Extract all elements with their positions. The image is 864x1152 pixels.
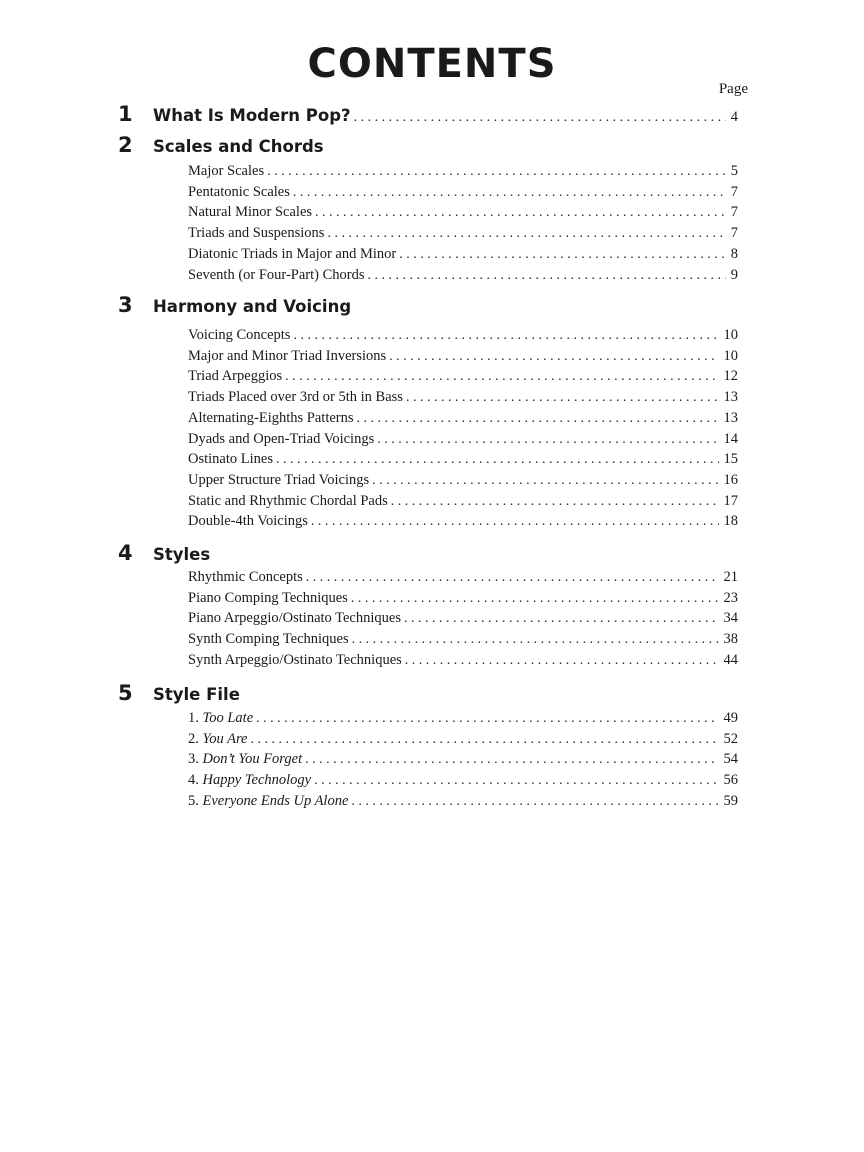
entry-page-number: 44 [723, 651, 738, 668]
entry-page-number: 12 [723, 368, 738, 385]
entry-label [188, 610, 401, 627]
entry-label [188, 710, 253, 727]
entry-page-number: 38 [723, 631, 738, 648]
chapter-number: 3 [118, 293, 133, 317]
toc-entry [188, 451, 738, 471]
chapter-title: What Is Modern Pop? [153, 106, 351, 125]
entry-label [188, 772, 311, 789]
toc-entry [188, 493, 738, 513]
entry-number: 3. [188, 751, 203, 768]
entry-label [188, 590, 348, 607]
toc-entry [188, 772, 738, 792]
dot-leader [256, 711, 718, 727]
entry-title: Piano Comping Techniques [188, 589, 348, 606]
toc-entry [188, 267, 738, 287]
entry-page-number: 54 [723, 751, 738, 768]
toc-entry [188, 327, 738, 347]
toc-entry [188, 569, 738, 589]
chapter-page-number: 4 [730, 109, 738, 125]
dot-leader [327, 226, 725, 242]
entry-title: Ostinato Lines [188, 451, 273, 468]
entry-number: 5. [188, 792, 203, 809]
toc-entry [188, 731, 738, 751]
entry-page-number: 16 [723, 471, 738, 488]
entry-page-number: 14 [723, 430, 738, 447]
entry-number: 4. [188, 772, 203, 789]
toc-entry [188, 710, 738, 730]
entry-page-number: 7 [730, 204, 738, 221]
entry-label [188, 267, 365, 284]
chapter-number: 4 [118, 541, 133, 565]
entry-title: Alternating-Eighths Patterns [188, 409, 354, 426]
entry-title: Voicing Concepts [188, 327, 291, 343]
dot-leader [389, 349, 718, 365]
entry-label [188, 410, 354, 427]
entry-title: Dyads and Open-Triad Voicings [188, 430, 375, 447]
toc-entry [188, 513, 738, 533]
toc-entry [188, 184, 738, 204]
entry-page-number: 17 [723, 492, 738, 509]
entry-page-number: 23 [723, 589, 738, 606]
entry-label [188, 513, 308, 530]
dot-leader [276, 452, 719, 468]
dot-leader [285, 369, 718, 385]
entry-title: Triads and Suspensions [188, 225, 325, 242]
entry-title: Piano Arpeggio/Ostinato Techniques [188, 610, 401, 627]
entry-label [188, 731, 248, 748]
dot-leader [354, 110, 726, 126]
entry-page-number: 13 [723, 389, 738, 406]
dot-leader [351, 591, 719, 607]
toc-entry [188, 652, 738, 672]
dot-leader [351, 794, 718, 810]
entry-label [188, 631, 349, 648]
dot-leader [372, 473, 718, 489]
entry-label [188, 348, 386, 365]
chapter-heading [118, 541, 742, 565]
entry-title: Too Late [202, 710, 254, 726]
entry-page-number: 18 [723, 513, 738, 530]
toc-entry [188, 204, 738, 224]
entry-page-number: 52 [723, 730, 738, 747]
entry-page-number: 13 [723, 409, 738, 426]
dot-leader [377, 432, 718, 448]
entry-page-number: 56 [723, 772, 738, 789]
entry-number: 1. [188, 710, 203, 726]
dot-leader [405, 653, 719, 669]
chapter-number: 1 [118, 102, 133, 126]
dot-leader [404, 611, 719, 627]
entry-title: Seventh (or Four-Part) Chords [188, 266, 365, 283]
chapter-number: 2 [118, 133, 133, 157]
dot-leader [267, 164, 726, 180]
toc-entry [188, 348, 738, 368]
entry-page-number: 5 [730, 163, 738, 179]
entry-label [188, 327, 290, 344]
entry-title: Diatonic Triads in Major and Minor [188, 245, 397, 262]
entry-label [188, 368, 282, 385]
dot-leader [352, 632, 719, 648]
entry-title: Major Scales [188, 163, 265, 179]
dot-leader [399, 247, 726, 263]
dot-leader [391, 494, 719, 510]
toc-entry [188, 163, 738, 183]
dot-leader [314, 773, 718, 789]
toc-entry [188, 389, 738, 409]
entry-label [188, 184, 290, 201]
chapter-heading [118, 133, 742, 157]
entry-label [188, 389, 403, 406]
dot-leader [315, 205, 726, 221]
entry-label [188, 431, 374, 448]
entry-page-number: 8 [730, 245, 738, 262]
toc-entry [188, 410, 738, 430]
page-title: CONTENTS [307, 41, 557, 87]
chapter-title: Style File [153, 685, 240, 704]
entry-title: Upper Structure Triad Voicings [188, 471, 370, 488]
entry-page-number: 49 [723, 710, 738, 726]
entry-title: Rhythmic Concepts [188, 569, 303, 585]
entry-title: Everyone Ends Up Alone [202, 792, 349, 809]
toc-entry [188, 793, 738, 813]
toc-entry [188, 368, 738, 388]
dot-leader [251, 732, 719, 748]
dot-leader [368, 268, 726, 284]
toc-entry [188, 225, 738, 245]
dot-leader [293, 185, 726, 201]
entry-title: You Are [202, 730, 248, 747]
toc-entry [188, 610, 738, 630]
toc-entry [188, 631, 738, 651]
dot-leader [293, 328, 718, 344]
entry-title: Synth Arpeggio/Ostinato Techniques [188, 651, 402, 668]
entry-title: Double-4th Voicings [188, 513, 308, 530]
toc-entry [188, 590, 738, 610]
entry-label [188, 751, 302, 768]
chapter-title: Scales and Chords [153, 137, 324, 156]
entry-title: Synth Comping Techniques [188, 631, 349, 648]
chapter-heading [118, 102, 738, 126]
entry-label [188, 472, 369, 489]
chapter-heading [118, 293, 742, 317]
toc-entry [188, 472, 738, 492]
entry-page-number: 21 [723, 569, 738, 585]
entry-title: Happy Technology [202, 772, 312, 789]
entry-page-number: 10 [723, 327, 738, 343]
toc-entry [188, 246, 738, 266]
dot-leader [406, 390, 719, 406]
entry-label [188, 225, 324, 242]
entry-label [188, 793, 348, 810]
entry-label [188, 204, 312, 221]
entry-label [188, 246, 396, 263]
chapter-title: Styles [153, 545, 211, 564]
entry-title: Static and Rhythmic Chordal Pads [188, 492, 388, 509]
entry-page-number: 15 [723, 451, 738, 468]
chapter-title: Harmony and Voicing [153, 297, 352, 316]
entry-label [188, 451, 273, 468]
entry-label [188, 652, 402, 669]
dot-leader [311, 514, 719, 530]
entry-page-number: 59 [723, 792, 738, 809]
entry-page-number: 10 [723, 347, 738, 364]
toc-entry [188, 431, 738, 451]
dot-leader [305, 752, 718, 768]
chapter-heading [118, 681, 742, 705]
entry-label [188, 569, 303, 586]
chapter-number: 5 [118, 681, 133, 705]
dot-leader [357, 411, 719, 427]
entry-title: Natural Minor Scales [188, 204, 313, 221]
entry-label [188, 493, 388, 510]
entry-label [188, 163, 264, 180]
toc-entry [188, 751, 738, 771]
entry-title: Triads Placed over 3rd or 5th in Bass [188, 389, 403, 406]
entry-page-number: 7 [730, 225, 738, 242]
dot-leader [306, 570, 719, 586]
entry-page-number: 9 [730, 266, 738, 283]
entry-page-number: 34 [723, 610, 738, 627]
entry-title: Pentatonic Scales [188, 183, 290, 200]
entry-title: Don’t You Forget [202, 751, 303, 768]
page-column-label: Page [718, 81, 748, 97]
entry-number: 2. [188, 730, 203, 747]
entry-page-number: 7 [730, 183, 738, 200]
entry-title: Triad Arpeggios [188, 368, 283, 385]
entry-title: Major and Minor Triad Inversions [188, 347, 387, 364]
